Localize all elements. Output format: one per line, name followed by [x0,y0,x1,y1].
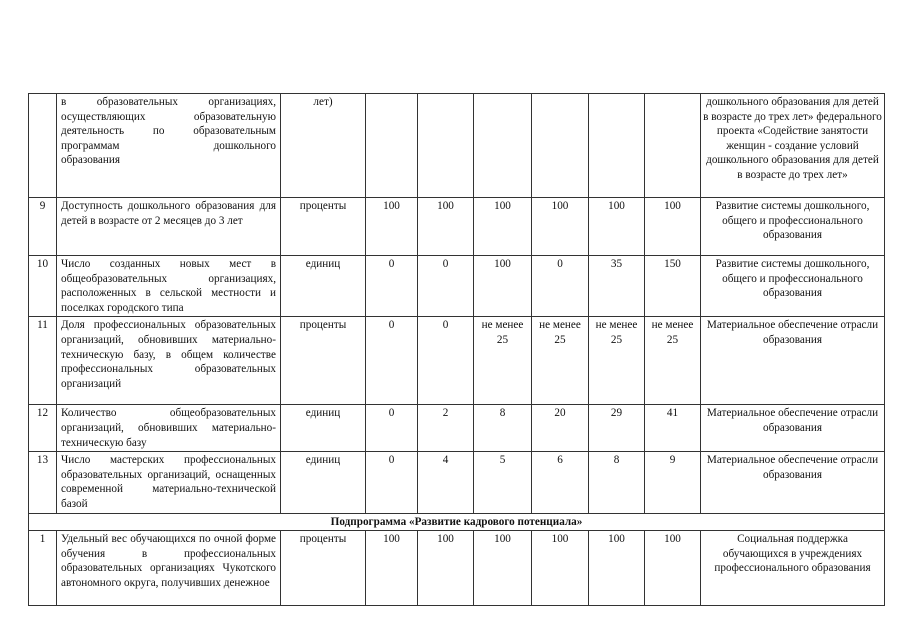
description-line: программам дошкольного [61,139,276,152]
unit-cell: проценты [281,317,366,405]
value-cell: 100 [366,198,418,256]
value-cell: 100 [645,531,701,606]
value-cell: 100 [474,256,532,317]
row-number-cell: 12 [29,405,57,452]
row-number-cell: 11 [29,317,57,405]
value-cell: 100 [418,198,474,256]
indicator-description-cell: Число мастерских профессиональных образовательных организаций, оснащенных современной материально-технической базой [57,452,281,513]
value-cell: 41 [645,405,701,452]
table-row [29,317,885,405]
indicator-description-cell: Доля профессиональных образовательных организаций, обновивших материально-техническую базу, в общем количестве профессиональных образовательных организаций [57,317,281,405]
value-cell: 100 [589,531,645,606]
row-number-cell: 13 [29,452,57,513]
program-cell: Материальное обеспечение отрасли образования [701,317,885,405]
value-cell: 5 [474,452,532,513]
table-row [29,531,885,606]
value-cell: 100 [589,198,645,256]
value-cell: не менее 25 [532,317,589,405]
row-number-cell: 9 [29,198,57,256]
indicator-description-cell: Удельный вес обучающихся по очной форме обучения в профессиональных образовательных организациях Чукотского автономного округа, получивших денежное [57,531,281,606]
table-body [29,94,885,606]
table-row [29,452,885,513]
value-cell: 100 [474,531,532,606]
row-number-cell: 1 [29,531,57,606]
program-cell: Развитие системы дошкольного, общего и профессионального образования [701,198,885,256]
value-cell: 4 [418,452,474,513]
unit-cell: единиц [281,256,366,317]
subprogram-title: Подпрограмма «Развитие кадрового потенциала» [29,513,885,531]
description-line: образования [61,154,121,167]
value-cell [645,94,701,198]
unit-cell: лет) [281,94,366,198]
program-cell: Социальная поддержка обучающихся в учреждениях профессионального образования [701,531,885,606]
value-cell: 8 [474,405,532,452]
row-number-cell [29,94,57,198]
unit-cell: единиц [281,405,366,452]
indicator-description-cell: Число созданных новых мест в общеобразовательных организациях, расположенных в сельской местности и поселках городского типа [57,256,281,317]
value-cell [532,94,589,198]
value-cell: 2 [418,405,474,452]
value-cell: 0 [418,317,474,405]
value-cell: 0 [366,256,418,317]
value-cell [474,94,532,198]
value-cell: 8 [589,452,645,513]
program-cell: Материальное обеспечение отрасли образования [701,452,885,513]
description-line: осуществляющих образовательную [61,110,276,123]
value-cell: 100 [366,531,418,606]
value-cell: 0 [366,452,418,513]
indicator-description-cell [57,94,281,198]
value-cell: 29 [589,405,645,452]
table-row [29,256,885,317]
value-cell: 6 [532,452,589,513]
value-cell: 0 [418,256,474,317]
value-cell: 100 [532,531,589,606]
value-cell: 150 [645,256,701,317]
value-cell [589,94,645,198]
value-cell: 100 [532,198,589,256]
value-cell [418,94,474,198]
description-line: деятельность по образовательным [61,125,276,138]
program-cell: Материальное обеспечение отрасли образования [701,405,885,452]
table-row-continuation [29,94,885,198]
value-cell [366,94,418,198]
value-cell: 0 [366,405,418,452]
unit-cell: проценты [281,531,366,606]
row-number-cell: 10 [29,256,57,317]
description-line: в образовательных организациях, [61,96,276,108]
value-cell: не менее 25 [474,317,532,405]
indicator-description-cell: Доступность дошкольного образования для детей в возрасте от 2 месяцев до 3 лет [57,198,281,256]
unit-cell: единиц [281,452,366,513]
table-row [29,405,885,452]
value-cell: 100 [474,198,532,256]
program-cell: Развитие системы дошкольного, общего и профессионального образования [701,256,885,317]
value-cell: 20 [532,405,589,452]
value-cell: 0 [366,317,418,405]
value-cell: не менее 25 [589,317,645,405]
value-cell: 9 [645,452,701,513]
value-cell: 0 [532,256,589,317]
table-row [29,198,885,256]
subprogram-heading-row [29,513,885,531]
value-cell: 35 [589,256,645,317]
unit-cell: проценты [281,198,366,256]
value-cell: 100 [645,198,701,256]
value-cell: 100 [418,531,474,606]
indicator-description-cell: Количество общеобразовательных организаций, обновивших материально-техническую базу [57,405,281,452]
program-cell: дошкольного образования для детей в возрасте до трех лет» федерального проекта «Содействие занятости женщин - создание условий дошкольного образования для детей в возрасте до трех лет» [701,94,885,198]
indicators-table [28,93,885,606]
value-cell: не менее 25 [645,317,701,405]
